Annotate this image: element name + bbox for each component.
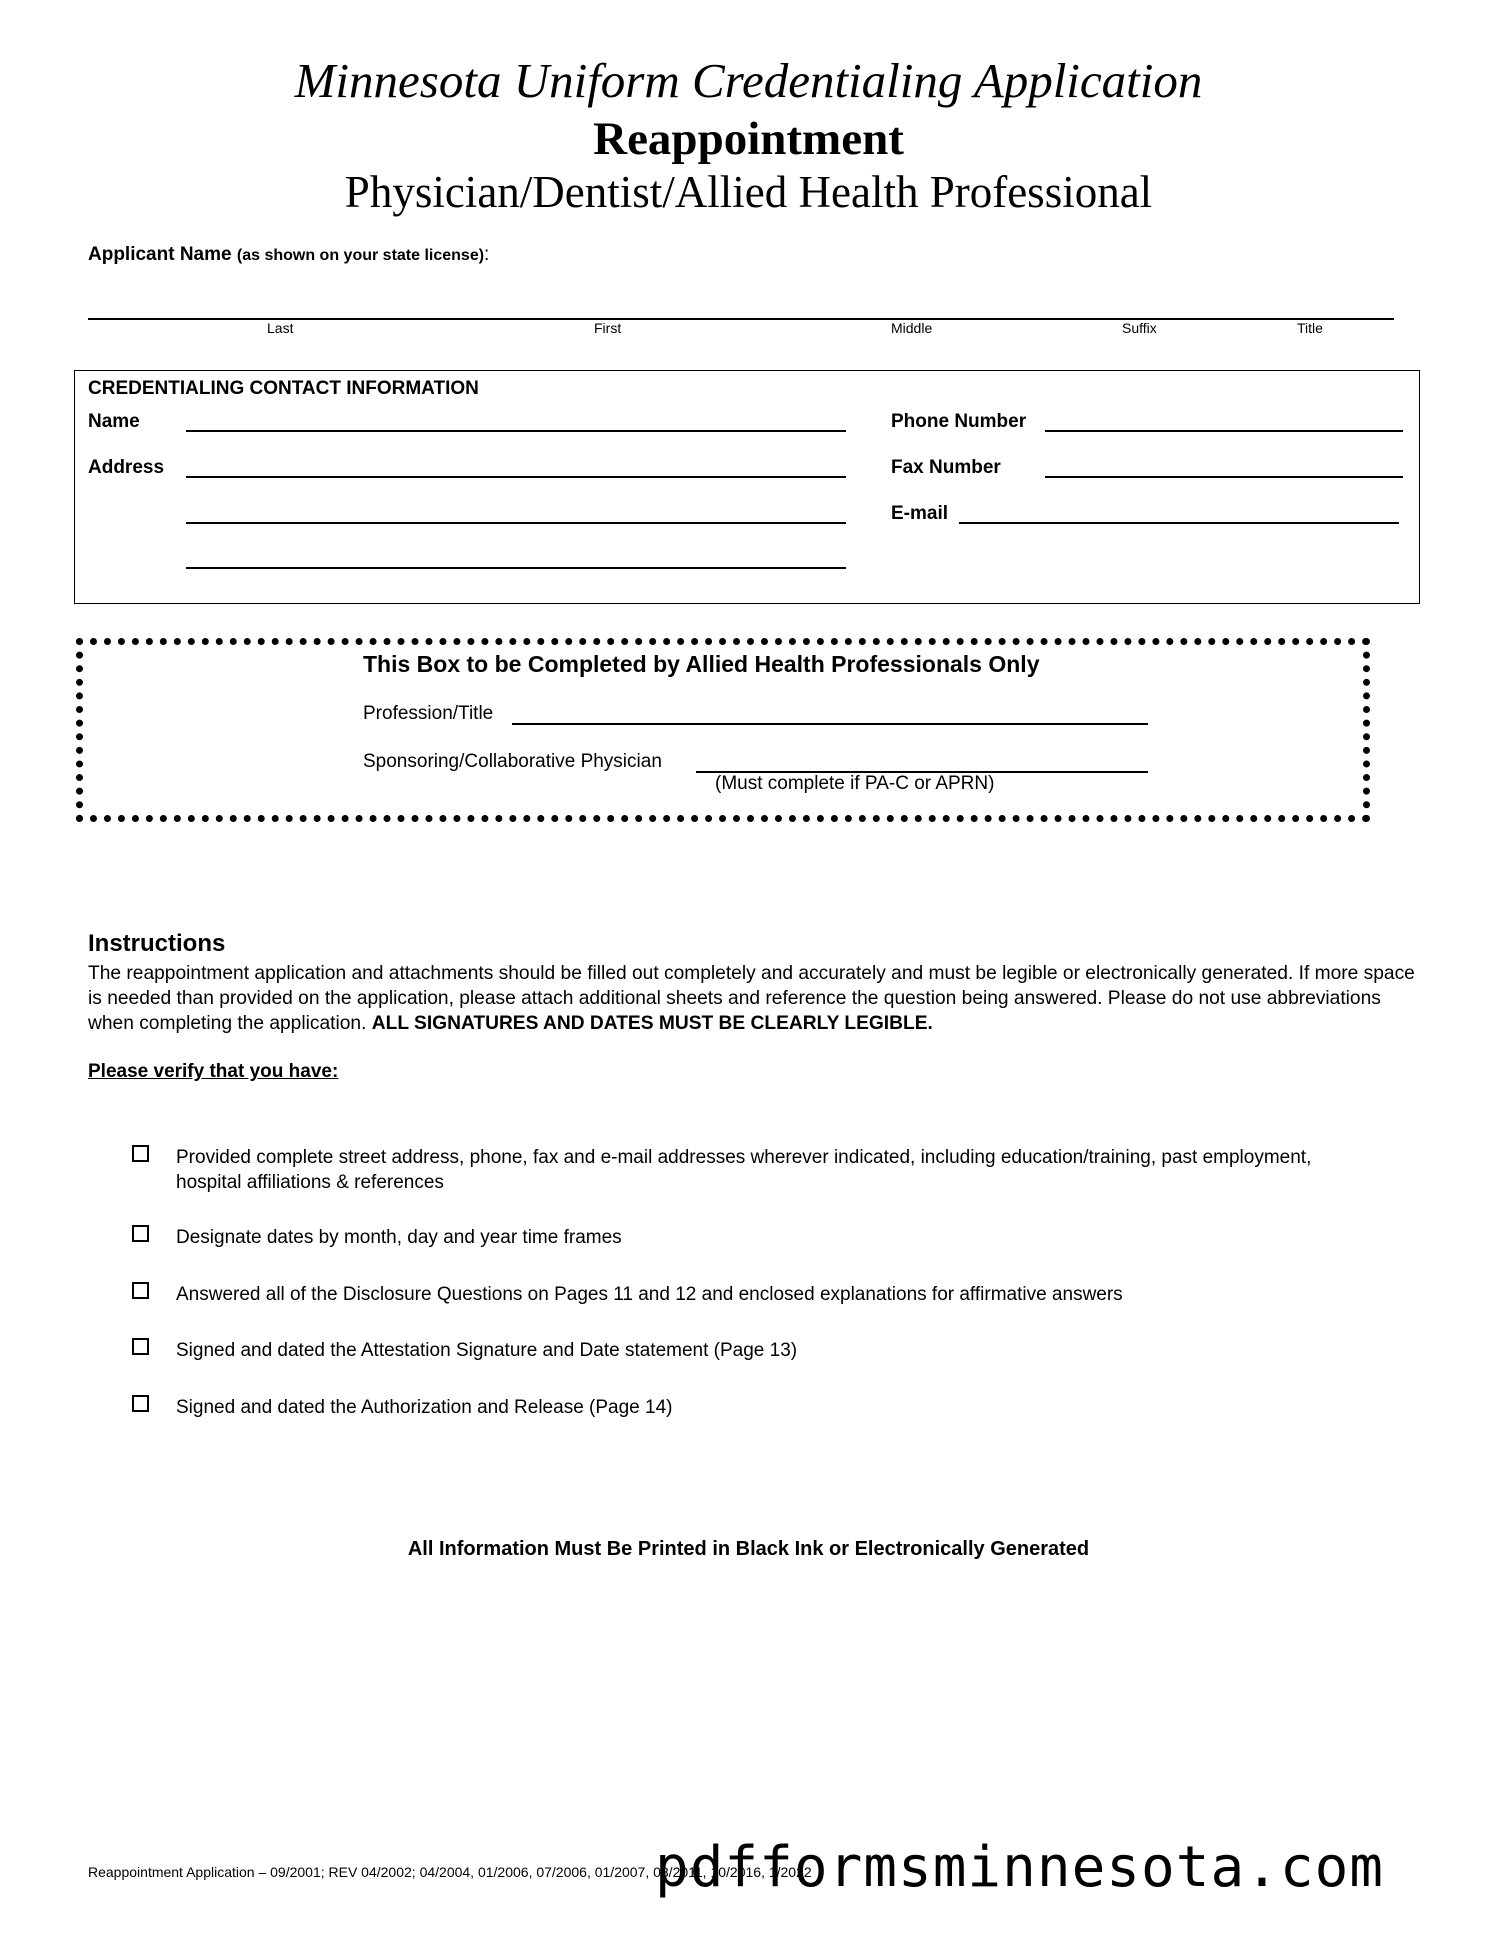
contact-fax-field[interactable]: [1045, 476, 1403, 478]
contact-address-field-3[interactable]: [186, 567, 846, 569]
form-audience: Physician/Dentist/Allied Health Professional: [344, 167, 1153, 217]
contact-address-label: Address: [88, 457, 165, 478]
contact-address-field-2[interactable]: [186, 522, 846, 524]
applicant-name-note: (as shown on your state license): [236, 247, 485, 264]
checklist-checkbox-4[interactable]: [132, 1338, 149, 1355]
contact-email-field[interactable]: [959, 522, 1399, 524]
profession-title-label: Profession/Title: [363, 703, 494, 724]
form-title: Minnesota Uniform Credentialing Application: [294, 53, 1203, 108]
instructions-body: [88, 961, 1418, 1036]
contact-fax-label: Fax Number: [891, 457, 1001, 478]
contact-phone-field[interactable]: [1045, 430, 1403, 432]
checklist-item-2: Designate dates by month, day and year time frames: [176, 1227, 622, 1248]
title-label: Title: [1297, 320, 1323, 336]
contact-name-field[interactable]: [186, 430, 846, 432]
revision-history: Reappointment Application – 09/2001; REV 04/2002; 04/2004, 01/2006, 07/2006, 01/2007, 08/2011, 10/2016, 1/2022: [88, 1864, 812, 1880]
sponsoring-physician-label: Sponsoring/Collaborative Physician: [363, 751, 662, 772]
black-ink-notice: All Information Must Be Printed in Black Ink or Electronically Generated: [407, 1538, 1090, 1560]
contact-heading: CREDENTIALING CONTACT INFORMATION: [88, 378, 479, 399]
checklist-item-5: Signed and dated the Authorization and Release (Page 14): [176, 1397, 673, 1418]
profession-title-field[interactable]: [512, 723, 1148, 725]
form-subtitle: Reappointment: [593, 113, 904, 165]
checklist-item-3: Answered all of the Disclosure Questions on Pages 11 and 12 and enclosed explanations for affirmative answers: [176, 1284, 1123, 1305]
checklist-item-4: Signed and dated the Attestation Signature and Date statement (Page 13): [176, 1340, 798, 1361]
suffix-label: Suffix: [1122, 320, 1157, 336]
watermark-text: pdfformsminnesota.com: [655, 1835, 1385, 1900]
checklist-checkbox-3[interactable]: [132, 1282, 149, 1299]
contact-phone-label: Phone Number: [891, 411, 1027, 432]
instructions-text: The reappointment application and attachments should be filled out completely and accurately and must be legible or electronically generated. If more space is needed than provided on the application, please attach additional sheets and reference the question being answered. Please do not use abbreviations when completing the application.: [88, 963, 1415, 1034]
applicant-name-colon: :: [484, 244, 490, 265]
instructions-heading: Instructions: [88, 930, 226, 957]
middle-name-label: Middle: [891, 320, 933, 336]
checklist-checkbox-5[interactable]: [132, 1395, 149, 1412]
checklist-checkbox-2[interactable]: [132, 1225, 149, 1242]
contact-email-label: E-mail: [891, 503, 949, 524]
sponsoring-physician-note: (Must complete if PA-C or APRN): [715, 773, 995, 794]
first-name-label: First: [594, 320, 622, 336]
applicant-name-label: [88, 244, 489, 266]
last-name-label: Last: [267, 320, 294, 336]
verify-heading: Please verify that you have:: [88, 1061, 339, 1082]
contact-address-field-1[interactable]: [186, 476, 846, 478]
contact-name-label: Name: [88, 411, 140, 432]
instructions-legibility-notice: ALL SIGNATURES AND DATES MUST BE CLEARLY LEGIBLE.: [371, 1013, 933, 1034]
checklist-item-1: Provided complete street address, phone, fax and e-mail addresses wherever indicated, including education/training, past employment, hospital affiliations & references: [176, 1147, 1312, 1193]
applicant-name-label-text: Applicant Name: [88, 244, 232, 265]
checklist-checkbox-1[interactable]: [132, 1145, 149, 1162]
allied-health-heading: This Box to be Completed by Allied Health Professionals Only: [363, 651, 1040, 677]
